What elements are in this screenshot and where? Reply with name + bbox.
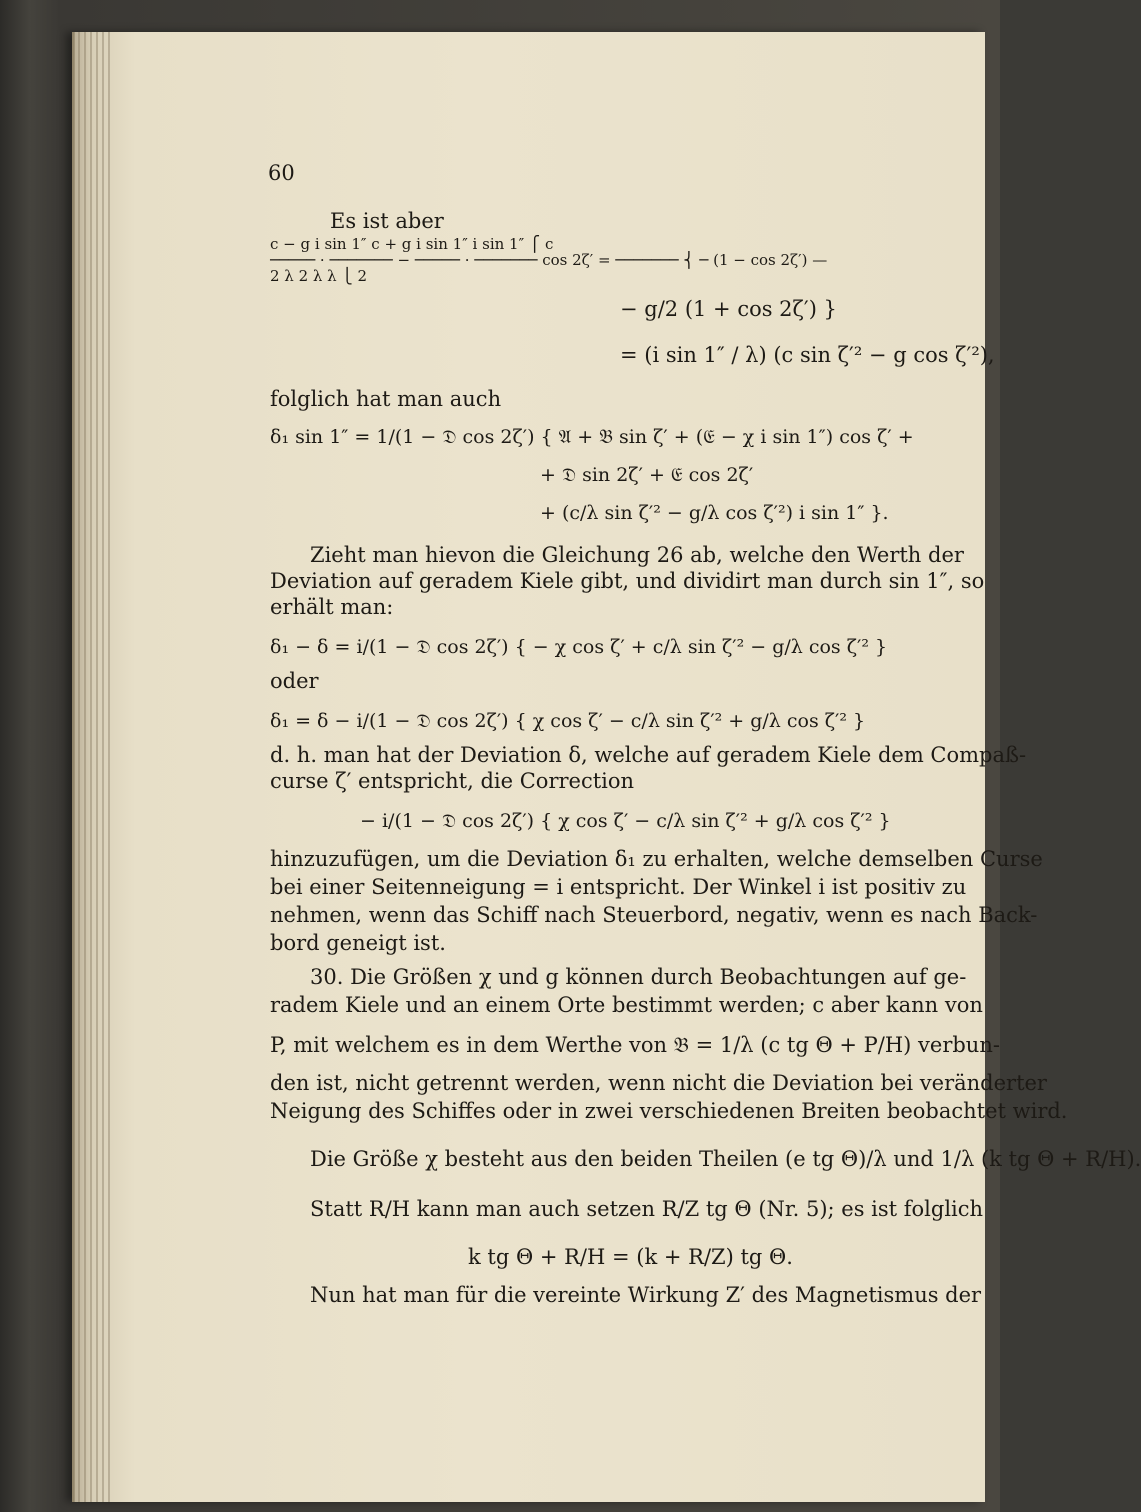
text-line: erhält man:: [270, 595, 394, 619]
equation-line: k tg Θ + R/H = (k + R/Z) tg Θ.: [468, 1245, 793, 1269]
equation-line: ───── · ─────── − ───── · ─────── cos 2ζ′ = ─────── ⎨ ─ (1 − cos 2ζ′) —: [270, 251, 828, 269]
page-gutter: [72, 32, 112, 1502]
text-line: oder: [270, 669, 319, 693]
text-line: d. h. man hat der Deviation δ, welche auf geradem Kiele dem Compaß-: [270, 743, 1027, 767]
text-line: curse ζ′ entspricht, die Correction: [270, 769, 635, 793]
equation-line: δ₁ = δ − i/(1 − 𝔇 cos 2ζ′) { χ cos ζ′ − c/λ sin ζ′² + g/λ cos ζ′² }: [270, 710, 866, 732]
text-line: bei einer Seitenneigung = i entspricht. Der Winkel i ist positiv zu: [270, 875, 967, 899]
equation-line: − g/2 (1 + cos 2ζ′) }: [620, 297, 837, 321]
equation-line: + (c/λ sin ζ′² − g/λ cos ζ′²) i sin 1″ }.: [540, 502, 889, 524]
text-line: Nun hat man für die vereinte Wirkung Z′ des Magnetismus der: [310, 1283, 982, 1307]
text-line: radem Kiele und an einem Orte bestimmt werden; c aber kann von: [270, 993, 983, 1017]
page-number: 60: [268, 161, 295, 185]
text-line: 30. Die Größen χ und g können durch Beobachtungen auf ge-: [310, 965, 967, 989]
equation-line: c − g i sin 1″ c + g i sin 1″ i sin 1″ ⎧ c: [270, 235, 554, 253]
text-line: Es ist aber: [330, 209, 444, 233]
equation-line: + 𝔇 sin 2ζ′ + 𝔈 cos 2ζ′: [540, 464, 754, 486]
equation-line: − i/(1 − 𝔇 cos 2ζ′) { χ cos ζ′ − c/λ sin ζ′² + g/λ cos ζ′² }: [360, 810, 891, 832]
text-line: Statt R/H kann man auch setzen R/Z tg Θ (Nr. 5); es ist folglich: [310, 1197, 984, 1221]
text-line: Deviation auf geradem Kiele gibt, und dividirt man durch sin 1″, so: [270, 569, 985, 593]
text-line: hinzuzufügen, um die Deviation δ₁ zu erhalten, welche demselben Curse: [270, 847, 1043, 871]
equation-line: 2 λ 2 λ λ ⎩ 2: [270, 267, 368, 285]
equation-line: δ₁ sin 1″ = 1/(1 − 𝔇 cos 2ζ′) { 𝔄 + 𝔅 sin ζ′ + (𝔈 − χ i sin 1″) cos ζ′ +: [270, 426, 914, 448]
text-line: Die Größe χ besteht aus den beiden Theilen (e tg Θ)/λ und 1/λ (k tg Θ + R/H).: [310, 1147, 1141, 1171]
text-line: folglich hat man auch: [270, 387, 502, 411]
text-line: den ist, nicht getrennt werden, wenn nicht die Deviation bei veränderter: [270, 1071, 1047, 1095]
text-line: Zieht man hievon die Gleichung 26 ab, welche den Werth der: [310, 543, 964, 567]
text-line: Neigung des Schiffes oder in zwei verschiedenen Breiten beobachtet wird.: [270, 1099, 1068, 1123]
text-line: nehmen, wenn das Schiff nach Steuerbord, negativ, wenn es nach Back-: [270, 903, 1038, 927]
equation-line: = (i sin 1″ / λ) (c sin ζ′² − g cos ζ′²),: [620, 343, 995, 367]
equation-line: δ₁ − δ = i/(1 − 𝔇 cos 2ζ′) { − χ cos ζ′ + c/λ sin ζ′² − g/λ cos ζ′² }: [270, 636, 888, 658]
text-line: P, mit welchem es in dem Werthe von 𝔅 = 1/λ (c tg Θ + P/H) verbun-: [270, 1033, 1000, 1057]
text-line: bord geneigt ist.: [270, 931, 446, 955]
